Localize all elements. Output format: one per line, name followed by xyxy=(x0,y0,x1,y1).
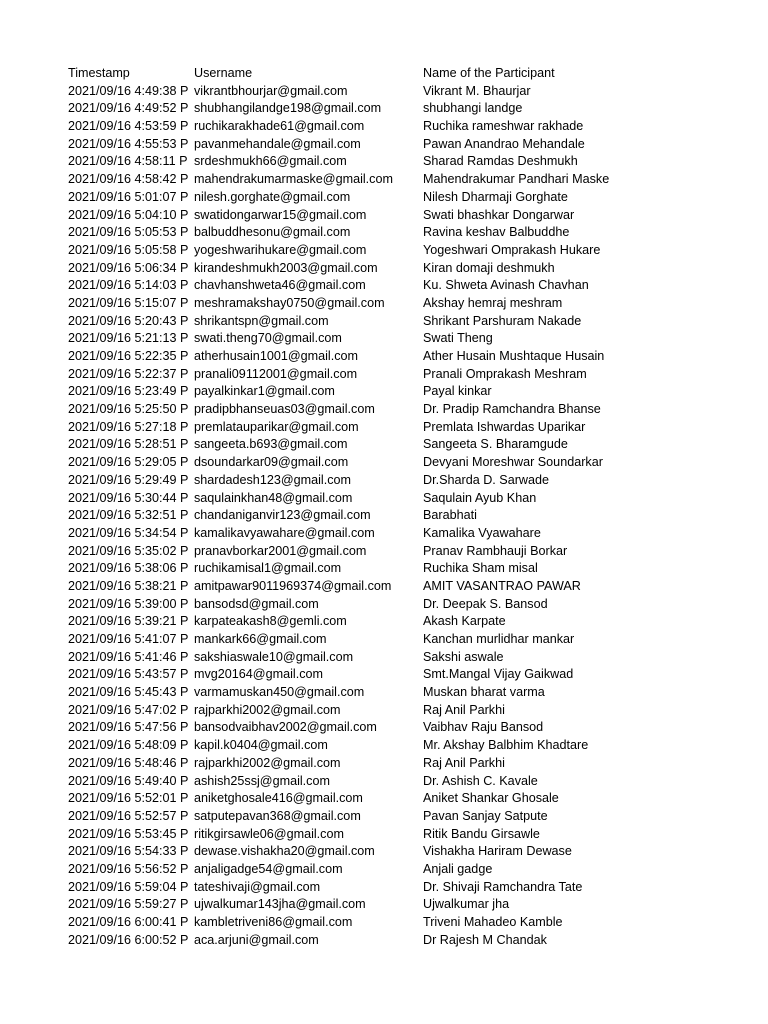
timestamp-cell: 2021/09/16 6:00:41 P xyxy=(68,915,189,929)
spreadsheet-page xyxy=(0,65,768,949)
table-row xyxy=(0,490,768,508)
timestamp-cell: 2021/09/16 5:52:01 P xyxy=(68,791,189,806)
table-row xyxy=(0,525,768,543)
participant-name-cell: Dr. Deepak S. Bansod xyxy=(423,596,548,611)
table-row xyxy=(0,277,768,295)
username-cell: swatidongarwar15@gmail.com xyxy=(194,207,367,222)
username-cell: mvg20164@gmail.com xyxy=(194,667,323,682)
table-row xyxy=(0,472,768,490)
table-row xyxy=(0,383,768,401)
timestamp-cell: 2021/09/16 4:49:52 P xyxy=(68,101,189,116)
timestamp-cell: 2021/09/16 5:39:21 P xyxy=(68,614,189,629)
username-cell: nilesh.gorghate@gmail.com xyxy=(194,189,351,204)
participant-name-cell: Muskan bharat varma xyxy=(423,685,545,700)
participant-name-cell: Dr. Shivaji Ramchandra Tate xyxy=(423,879,583,894)
username-cell: aniketghosale416@gmail.com xyxy=(194,791,363,806)
timestamp-cell: 2021/09/16 5:56:52 P xyxy=(68,861,189,876)
username-cell: anjaligadge54@gmail.com xyxy=(194,861,343,876)
participant-name-cell: Ather Husain Mushtaque Husain xyxy=(423,349,605,363)
participant-name-cell: Devyani Moreshwar Soundarkar xyxy=(423,455,603,470)
table-row xyxy=(0,843,768,861)
participant-name-cell: AMIT VASANTRAO PAWAR xyxy=(423,578,581,593)
timestamp-cell: 2021/09/16 5:38:21 P xyxy=(68,578,189,593)
participant-name-cell: Pranali Omprakash Meshram xyxy=(423,366,587,381)
participant-name-cell: Dr.Sharda D. Sarwade xyxy=(423,472,549,487)
table-row xyxy=(0,773,768,791)
table-row xyxy=(0,543,768,561)
participant-name-cell: Ravina keshav Balbuddhe xyxy=(423,225,570,240)
timestamp-cell: 2021/09/16 5:59:27 P xyxy=(68,897,189,912)
timestamp-cell: 2021/09/16 5:29:49 P xyxy=(68,472,189,487)
table-row xyxy=(0,224,768,242)
username-cell: premlatauparikar@gmail.com xyxy=(194,419,359,434)
username-cell: amitpawar9011969374@gmail.com xyxy=(194,578,392,593)
table-row xyxy=(0,649,768,667)
timestamp-cell: 2021/09/16 5:22:37 P xyxy=(68,366,189,381)
timestamp-cell: 2021/09/16 5:47:02 P xyxy=(68,702,189,717)
table-row xyxy=(0,189,768,207)
username-cell: saqulainkhan48@gmail.com xyxy=(194,490,353,505)
username-cell: sangeeta.b693@gmail.com xyxy=(194,437,348,452)
username-cell: dewase.vishakha20@gmail.com xyxy=(194,844,375,859)
table-row xyxy=(0,100,768,118)
table-row xyxy=(0,613,768,631)
table-row xyxy=(0,702,768,720)
timestamp-cell: 2021/09/16 5:35:02 P xyxy=(68,543,189,558)
participant-name-cell: Sakshi aswale xyxy=(423,649,504,664)
username-cell: bansodsd@gmail.com xyxy=(194,596,319,611)
header-participant-name: Name of the Participant xyxy=(423,66,555,80)
timestamp-cell: 2021/09/16 5:38:06 P xyxy=(68,561,189,576)
timestamp-cell: 2021/09/16 5:32:51 P xyxy=(68,508,189,523)
participant-name-cell: Mahendrakumar Pandhari Maske xyxy=(423,172,610,187)
username-cell: rajparkhi2002@gmail.com xyxy=(194,702,341,717)
participant-name-cell: Saqulain Ayub Khan xyxy=(423,490,537,505)
timestamp-cell: 2021/09/16 5:49:40 P xyxy=(68,773,189,788)
timestamp-cell: 2021/09/16 5:47:56 P xyxy=(68,720,189,735)
participant-name-cell: Sharad Ramdas Deshmukh xyxy=(423,154,578,169)
username-cell: kambletriveni86@gmail.com xyxy=(194,915,353,929)
username-cell: ujwalkumar143jha@gmail.com xyxy=(194,897,366,912)
timestamp-cell: 2021/09/16 5:06:34 P xyxy=(68,260,189,275)
table-row xyxy=(0,861,768,879)
participant-name-cell: Shrikant Parshuram Nakade xyxy=(423,313,582,328)
username-cell: ruchikamisal1@gmail.com xyxy=(194,561,342,576)
participant-name-cell: Dr Rajesh M Chandak xyxy=(423,932,547,947)
timestamp-cell: 2021/09/16 5:54:33 P xyxy=(68,844,189,859)
timestamp-cell: 2021/09/16 5:41:46 P xyxy=(68,649,189,664)
table-row xyxy=(0,136,768,154)
username-cell: karpateakash8@gemli.com xyxy=(194,614,347,629)
participant-name-cell: Anjali gadge xyxy=(423,861,493,876)
table-row xyxy=(0,401,768,419)
header-row xyxy=(0,65,768,83)
timestamp-cell: 2021/09/16 5:48:46 P xyxy=(68,755,189,770)
timestamp-cell: 2021/09/16 5:04:10 P xyxy=(68,207,189,222)
username-cell: rajparkhi2002@gmail.com xyxy=(194,755,341,770)
username-cell: ritikgirsawle06@gmail.com xyxy=(194,826,344,841)
table-row xyxy=(0,631,768,649)
participant-name-cell: Triveni Mahadeo Kamble xyxy=(423,915,563,929)
table-row xyxy=(0,118,768,136)
participant-name-cell: Payal kinkar xyxy=(423,384,492,399)
timestamp-cell: 2021/09/16 5:14:03 P xyxy=(68,278,189,293)
table-row xyxy=(0,153,768,171)
table-row xyxy=(0,260,768,278)
username-cell: sakshiaswale10@gmail.com xyxy=(194,649,354,664)
table-row xyxy=(0,242,768,260)
username-cell: varmamuskan450@gmail.com xyxy=(194,685,365,700)
timestamp-cell: 2021/09/16 5:41:07 P xyxy=(68,632,189,646)
table-row xyxy=(0,313,768,331)
table-row xyxy=(0,507,768,525)
participant-name-cell: Smt.Mangal Vijay Gaikwad xyxy=(423,667,574,682)
timestamp-cell: 2021/09/16 5:25:50 P xyxy=(68,402,189,417)
username-cell: shrikantspn@gmail.com xyxy=(194,313,329,328)
timestamp-cell: 2021/09/16 5:59:04 P xyxy=(68,879,189,894)
participant-name-cell: Dr. Pradip Ramchandra Bhanse xyxy=(423,402,601,417)
timestamp-cell: 2021/09/16 5:23:49 P xyxy=(68,384,189,399)
username-cell: kapil.k0404@gmail.com xyxy=(194,738,328,753)
username-cell: chandaniganvir123@gmail.com xyxy=(194,508,371,523)
table-row xyxy=(0,666,768,684)
timestamp-cell: 2021/09/16 5:34:54 P xyxy=(68,525,189,540)
timestamp-cell: 2021/09/16 5:20:43 P xyxy=(68,313,189,328)
table-row xyxy=(0,560,768,578)
username-cell: satputepavan368@gmail.com xyxy=(194,808,361,823)
table-row xyxy=(0,896,768,914)
table-row xyxy=(0,330,768,348)
table-row xyxy=(0,596,768,614)
username-cell: shubhangilandge198@gmail.com xyxy=(194,101,382,116)
participant-name-cell: Pawan Anandrao Mehandale xyxy=(423,136,585,151)
participant-name-cell: Akash Karpate xyxy=(423,614,506,629)
header-timestamp: Timestamp xyxy=(68,66,130,80)
table-row xyxy=(0,808,768,826)
participant-name-cell: Raj Anil Parkhi xyxy=(423,702,505,717)
participant-name-cell: Ritik Bandu Girsawle xyxy=(423,826,540,841)
timestamp-cell: 2021/09/16 5:22:35 P xyxy=(68,349,189,363)
username-cell: atherhusain1001@gmail.com xyxy=(194,349,359,363)
participant-name-cell: Ruchika Sham misal xyxy=(423,561,538,576)
participant-name-cell: Swati Theng xyxy=(423,331,493,346)
timestamp-cell: 2021/09/16 6:00:52 P xyxy=(68,932,189,947)
username-cell: payalkinkar1@gmail.com xyxy=(194,384,335,399)
username-cell: mankark66@gmail.com xyxy=(194,632,327,646)
timestamp-cell: 2021/09/16 4:55:53 P xyxy=(68,136,189,151)
timestamp-cell: 2021/09/16 5:15:07 P xyxy=(68,295,189,310)
username-cell: srdeshmukh66@gmail.com xyxy=(194,154,347,169)
timestamp-cell: 2021/09/16 5:05:58 P xyxy=(68,242,189,257)
username-cell: pranali09112001@gmail.com xyxy=(194,366,358,381)
participant-name-cell: Sangeeta S. Bharamgude xyxy=(423,437,568,452)
participant-name-cell: Premlata Ishwardas Uparikar xyxy=(423,419,586,434)
username-cell: chavhanshweta46@gmail.com xyxy=(194,278,366,293)
username-cell: pavanmehandale@gmail.com xyxy=(194,136,361,151)
username-cell: kamalikavyawahare@gmail.com xyxy=(194,525,375,540)
timestamp-cell: 2021/09/16 5:01:07 P xyxy=(68,189,189,204)
timestamp-cell: 2021/09/16 5:30:44 P xyxy=(68,490,189,505)
participant-name-cell: Dr. Ashish C. Kavale xyxy=(423,773,538,788)
username-cell: dsoundarkar09@gmail.com xyxy=(194,455,349,470)
username-cell: ruchikarakhade61@gmail.com xyxy=(194,119,365,134)
participant-name-cell: Vishakha Hariram Dewase xyxy=(423,844,572,859)
table-row xyxy=(0,419,768,437)
participant-name-cell: Barabhati xyxy=(423,508,477,523)
username-cell: tateshivaji@gmail.com xyxy=(194,879,321,894)
timestamp-cell: 2021/09/16 5:48:09 P xyxy=(68,738,189,753)
username-cell: shardadesh123@gmail.com xyxy=(194,472,351,487)
participant-name-cell: Vikrant M. Bhaurjar xyxy=(423,83,531,98)
table-row xyxy=(0,826,768,844)
table-row xyxy=(0,207,768,225)
timestamp-cell: 2021/09/16 5:21:13 P xyxy=(68,331,189,346)
table-row xyxy=(0,578,768,596)
username-cell: swati.theng70@gmail.com xyxy=(194,331,342,346)
participant-name-cell: Mr. Akshay Balbhim Khadtare xyxy=(423,738,589,753)
participant-name-cell: Akshay hemraj meshram xyxy=(423,295,563,310)
participant-name-cell: shubhangi landge xyxy=(423,101,523,116)
table-row xyxy=(0,171,768,189)
participant-name-cell: Raj Anil Parkhi xyxy=(423,755,505,770)
participant-name-cell: Ruchika rameshwar rakhade xyxy=(423,119,584,134)
timestamp-cell: 2021/09/16 4:58:42 P xyxy=(68,172,189,187)
timestamp-cell: 2021/09/16 5:53:45 P xyxy=(68,826,189,841)
username-cell: pradipbhanseuas03@gmail.com xyxy=(194,402,375,417)
table-row xyxy=(0,932,768,950)
table-row xyxy=(0,790,768,808)
timestamp-cell: 2021/09/16 5:27:18 P xyxy=(68,419,189,434)
username-cell: yogeshwarihukare@gmail.com xyxy=(194,242,367,257)
username-cell: pranavborkar2001@gmail.com xyxy=(194,543,367,558)
participant-name-cell: Kiran domaji deshmukh xyxy=(423,260,555,275)
timestamp-cell: 2021/09/16 5:05:53 P xyxy=(68,225,189,240)
timestamp-cell: 2021/09/16 5:28:51 P xyxy=(68,437,189,452)
header-username: Username xyxy=(194,66,253,80)
participant-name-cell: Kamalika Vyawahare xyxy=(423,525,541,540)
table-row xyxy=(0,366,768,384)
participant-name-cell: Vaibhav Raju Bansod xyxy=(423,720,544,735)
participant-name-cell: Swati bhashkar Dongarwar xyxy=(423,207,575,222)
table-row xyxy=(0,684,768,702)
username-cell: meshramakshay0750@gmail.com xyxy=(194,295,385,310)
timestamp-cell: 2021/09/16 5:43:57 P xyxy=(68,667,189,682)
username-cell: balbuddhesonu@gmail.com xyxy=(194,225,351,240)
username-cell: mahendrakumarmaske@gmail.com xyxy=(194,172,393,187)
participant-name-cell: Yogeshwari Omprakash Hukare xyxy=(423,242,601,257)
table-row xyxy=(0,436,768,454)
timestamp-cell: 2021/09/16 4:58:11 P xyxy=(68,154,188,169)
table-row xyxy=(0,914,768,932)
timestamp-cell: 2021/09/16 5:39:00 P xyxy=(68,596,189,611)
participant-name-cell: Nilesh Dharmaji Gorghate xyxy=(423,189,568,204)
username-cell: ashish25ssj@gmail.com xyxy=(194,773,330,788)
participant-name-cell: Aniket Shankar Ghosale xyxy=(423,791,559,806)
table-row xyxy=(0,348,768,366)
data-rows xyxy=(0,83,768,950)
timestamp-cell: 2021/09/16 5:29:05 P xyxy=(68,455,189,470)
table-row xyxy=(0,719,768,737)
table-row xyxy=(0,454,768,472)
participant-name-cell: Pavan Sanjay Satpute xyxy=(423,808,548,823)
timestamp-cell: 2021/09/16 4:53:59 P xyxy=(68,119,189,134)
username-cell: aca.arjuni@gmail.com xyxy=(194,932,319,947)
table-row xyxy=(0,879,768,897)
table-row xyxy=(0,83,768,101)
table-row xyxy=(0,755,768,773)
participant-name-cell: Pranav Rambhauji Borkar xyxy=(423,543,568,558)
timestamp-cell: 2021/09/16 5:52:57 P xyxy=(68,808,189,823)
username-cell: bansodvaibhav2002@gmail.com xyxy=(194,720,377,735)
participant-name-cell: Kanchan murlidhar mankar xyxy=(423,632,575,646)
participant-name-cell: Ku. Shweta Avinash Chavhan xyxy=(423,278,589,293)
username-cell: vikrantbhourjar@gmail.com xyxy=(194,83,348,98)
timestamp-cell: 2021/09/16 5:45:43 P xyxy=(68,685,189,700)
table-row xyxy=(0,295,768,313)
participant-name-cell: Ujwalkumar jha xyxy=(423,897,510,912)
timestamp-cell: 2021/09/16 4:49:38 P xyxy=(68,83,189,98)
username-cell: kirandeshmukh2003@gmail.com xyxy=(194,260,378,275)
table-row xyxy=(0,737,768,755)
